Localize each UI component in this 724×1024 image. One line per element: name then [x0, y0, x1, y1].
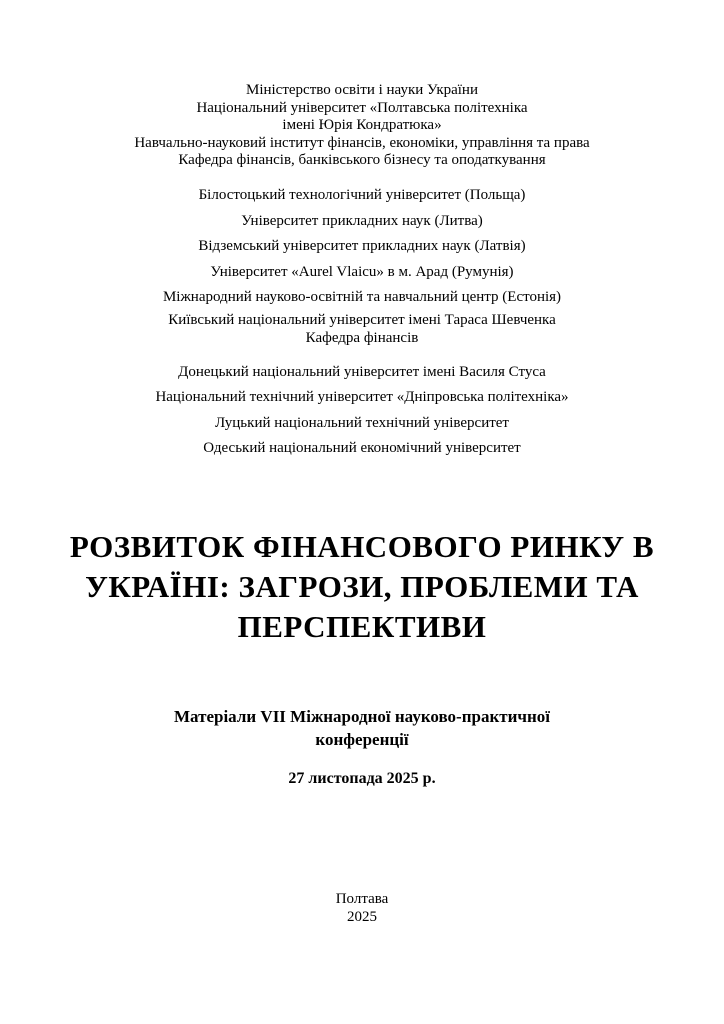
conference-subtitle-line: Матеріали VII Міжнародної науково-практичної: [174, 707, 550, 726]
organizer-line: Університет прикладних наук (Литва): [241, 212, 483, 229]
organizer-line: Університет «Aurel Vlaicu» в м. Арад (Румунія): [210, 263, 514, 280]
conference-title: [0, 527, 724, 647]
organizer-line: Національний технічний університет «Дніпровська політехніка»: [155, 389, 569, 406]
imprint-block: [0, 890, 724, 926]
conference-date: 27 листопада 2025 р.: [288, 770, 436, 787]
department-line: Кафедра фінансів, банківського бізнесу та оподаткування: [178, 152, 546, 168]
kyiv-university-block: [0, 311, 724, 347]
organizer-line: Міжнародний науково-освітній та навчальний центр (Естонія): [162, 289, 562, 305]
imprint-city: Полтава: [335, 891, 389, 907]
conference-subtitle-line: конференції: [315, 730, 409, 749]
organizer-line: Луцький національний технічний університет: [214, 414, 509, 431]
international-organizers-list: [0, 183, 724, 311]
national-organizers-list: [0, 360, 724, 461]
organizer-department-line: Кафедра фінансів: [305, 330, 419, 346]
organizer-line: Відземський університет прикладних наук (Латвія): [198, 238, 526, 254]
university-name-line-2: імені Юрія Кондратюка»: [282, 117, 442, 133]
ministry-line: Міністерство освіти і науки України: [245, 82, 478, 98]
university-name-line-1: Національний університет «Полтавська політехніка: [196, 99, 528, 116]
organizer-line: Одеський національний економічний університет: [203, 439, 521, 456]
organizer-line: Білостоцький технологічний університет (Польща): [198, 187, 526, 203]
organizer-line: Донецький національний університет імені Василя Стуса: [178, 364, 546, 380]
conference-title-line: УКРАЇНІ: ЗАГРОЗИ, ПРОБЛЕМИ ТА: [85, 569, 639, 604]
imprint-year: 2025: [347, 909, 377, 925]
institute-line: Навчально-науковий інститут фінансів, економіки, управління та права: [134, 134, 590, 151]
organizer-line: Київський національний університет імені Тараса Шевченка: [168, 312, 556, 328]
ministry-header-block: [0, 82, 724, 170]
conference-title-line: ПЕРСПЕКТИВИ: [237, 609, 487, 644]
conference-title-line: РОЗВИТОК ФІНАНСОВОГО РИНКУ В: [69, 529, 655, 564]
conference-subtitle: [0, 705, 724, 751]
